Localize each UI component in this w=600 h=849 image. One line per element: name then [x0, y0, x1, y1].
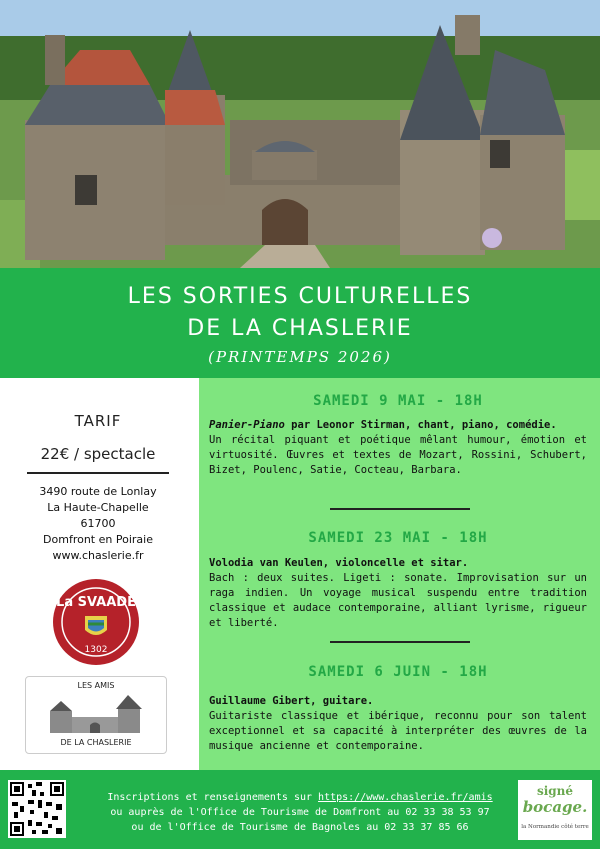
tarif-price: 22€ / spectacle [40, 445, 156, 463]
event-2-text [209, 556, 587, 631]
divider-line [330, 641, 470, 643]
signe-word: signé [536, 784, 574, 798]
event-3-text [209, 694, 587, 754]
svaade-year: 1302 [84, 645, 108, 655]
divider-line [330, 508, 470, 510]
amis-logo [25, 676, 167, 754]
event-heading: SAMEDI 9 MAI - 18H [313, 393, 483, 409]
event-description: Guitariste classique et ibérique, reconnu pour son talent exceptionnel et sa capacité à interpréter des œuvres de la musique ancienne et contemporaine. [209, 710, 587, 752]
event-heading: SAMEDI 23 MAI - 18H [308, 530, 488, 546]
divider-line [27, 472, 169, 474]
amis-top-label: LES AMIS [77, 681, 115, 690]
bocage-word: bocage. [522, 798, 588, 816]
signe-bocage-logo [518, 780, 592, 840]
footer-intro-text: Inscriptions et renseignements sur [107, 792, 319, 803]
footer-line-2: ou auprès de l'Office de Tourisme de Domfront au 02 33 38 53 97 [110, 807, 490, 818]
footer-line-3: ou de l'Office de Tourisme de Bagnoles au 02 33 37 85 66 [131, 822, 469, 833]
title-line-1: LES SORTIES CULTURELLES [127, 284, 473, 309]
event-title: Guillaume Gibert, guitare. [209, 695, 374, 707]
registration-link[interactable]: https://www.chaslerie.fr/amis [318, 792, 493, 803]
signe-tagline: la Normandie côté terre [521, 824, 589, 830]
event-title: par Leonor Stirman, chant, piano, comédie. [284, 419, 557, 431]
website-link[interactable]: www.chaslerie.fr [52, 549, 144, 562]
event-description: Bach : deux suites. Ligeti : sonate. Improvisation sur un raga indien. Un voyage musical suspendu entre tradition classique et audace contemporaine, alliant lyrisme, rigueur et liberté. [209, 572, 587, 629]
column-divider [196, 378, 199, 770]
event-title-emphasis: Panier-Piano [209, 419, 285, 431]
amis-bottom-label: DE LA CHASLERIE [60, 738, 132, 747]
footer-line-1 [70, 790, 530, 805]
address-line: La Haute-Chapelle [47, 501, 149, 514]
event-description: Un récital piquant et poétique mêlant humour, émotion et virtuosité. Œuvres et textes de Mozart, Rossini, Schubert, Bizet, Poulenc, Satie, Cocteau, Barbara. [209, 434, 587, 476]
svaade-name: La SVAADE [56, 595, 136, 610]
tarif-heading: TARIF [74, 412, 122, 430]
footer [0, 770, 600, 849]
svaade-logo [52, 578, 140, 666]
title-line-2: DE LA CHASLERIE [187, 316, 413, 341]
address-line: Domfront en Poiraie [43, 533, 153, 546]
chateau-photo [0, 0, 600, 268]
event-title: Volodia van Keulen, violoncelle et sitar. [209, 557, 469, 569]
event-heading: SAMEDI 6 JUIN - 18H [308, 664, 488, 680]
event-1-text [209, 418, 587, 478]
address-line: 61700 [80, 517, 116, 530]
qr-code-icon[interactable] [8, 780, 66, 838]
season-subtitle: (PRINTEMPS 2026) [208, 348, 392, 366]
title-band [0, 268, 600, 378]
address-line: 3490 route de Lonlay [39, 485, 157, 498]
